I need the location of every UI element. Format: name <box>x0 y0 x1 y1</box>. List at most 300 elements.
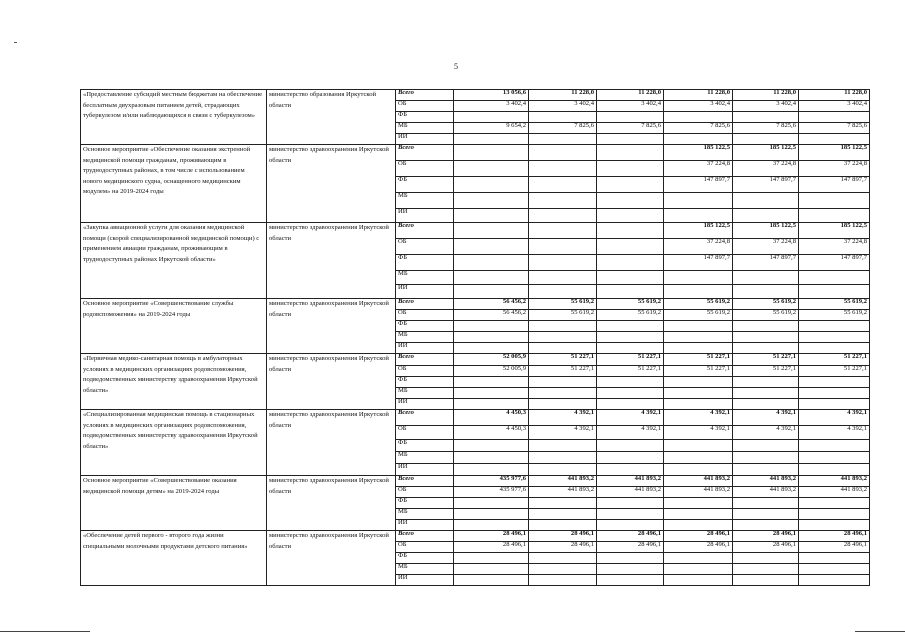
amount-cell <box>733 399 799 410</box>
funding-source: ИИ <box>396 575 454 586</box>
amount-cell: 11 228,0 <box>664 90 733 101</box>
amount-cell <box>664 553 733 564</box>
amount-cell: 185 122,5 <box>733 145 799 161</box>
amount-cell: 37 224,8 <box>733 161 799 177</box>
amount-cell <box>597 553 664 564</box>
amount-cell <box>529 134 597 145</box>
amount-cell <box>529 239 597 255</box>
amount-cell <box>799 285 870 299</box>
funding-source: ФБ <box>396 112 454 123</box>
amount-cell: 28 496,1 <box>454 542 529 553</box>
amount-cell <box>733 440 799 452</box>
funding-source: Всего <box>396 299 454 310</box>
amount-cell <box>454 509 529 520</box>
amount-cell: 37 224,8 <box>799 161 870 177</box>
amount-cell <box>799 520 870 531</box>
amount-cell <box>597 388 664 399</box>
amount-cell <box>454 575 529 586</box>
amount-cell: 55 619,2 <box>664 299 733 310</box>
amount-cell <box>529 498 597 509</box>
amount-cell <box>597 161 664 177</box>
amount-cell: 441 893,2 <box>529 487 597 498</box>
amount-cell: 185 122,5 <box>799 145 870 161</box>
funding-source: ОБ <box>396 366 454 377</box>
amount-cell: 4 392,1 <box>733 410 799 426</box>
amount-cell <box>529 112 597 123</box>
amount-cell <box>597 134 664 145</box>
amount-cell <box>664 440 733 452</box>
amount-cell <box>529 553 597 564</box>
amount-cell: 51 227,1 <box>529 354 597 366</box>
amount-cell: 4 392,1 <box>597 426 664 440</box>
amount-cell <box>597 321 664 332</box>
bottom-edge-line <box>0 631 90 632</box>
amount-cell: 55 619,2 <box>733 310 799 321</box>
amount-cell <box>799 343 870 354</box>
amount-cell <box>799 440 870 452</box>
amount-cell <box>454 377 529 388</box>
amount-cell <box>597 520 664 531</box>
amount-cell <box>529 452 597 464</box>
amount-cell: 185 122,5 <box>664 145 733 161</box>
table-row <box>81 476 870 487</box>
page-number: 5 <box>454 62 458 71</box>
amount-cell <box>597 399 664 410</box>
amount-cell <box>597 440 664 452</box>
amount-cell: 55 619,2 <box>597 299 664 310</box>
amount-cell: 28 496,1 <box>597 542 664 553</box>
amount-cell <box>529 193 597 209</box>
amount-cell: 51 227,1 <box>529 366 597 377</box>
amount-cell: 3 402,4 <box>664 101 733 112</box>
amount-cell: 55 619,2 <box>529 299 597 310</box>
funding-source: ИИ <box>396 285 454 299</box>
amount-cell: 4 392,1 <box>529 410 597 426</box>
amount-cell <box>529 285 597 299</box>
amount-cell: 3 402,4 <box>733 101 799 112</box>
table-body <box>81 90 870 586</box>
amount-cell <box>597 332 664 343</box>
amount-cell <box>597 177 664 193</box>
amount-cell <box>454 145 529 161</box>
funding-source: ИИ <box>396 343 454 354</box>
amount-cell <box>454 464 529 476</box>
amount-cell: 3 402,4 <box>529 101 597 112</box>
amount-cell: 51 227,1 <box>799 354 870 366</box>
amount-cell <box>733 520 799 531</box>
measure-name: Основное мероприятие «Совершенствование службы родовспоможения» на 2019-2024 годы <box>81 299 267 354</box>
amount-cell <box>733 464 799 476</box>
amount-cell <box>664 388 733 399</box>
table-row <box>81 145 870 161</box>
amount-cell: 55 619,2 <box>664 310 733 321</box>
funding-source: ОБ <box>396 161 454 177</box>
amount-cell: 9 654,2 <box>454 123 529 134</box>
amount-cell: 185 122,5 <box>733 223 799 239</box>
amount-cell: 56 456,2 <box>454 299 529 310</box>
amount-cell: 37 224,8 <box>664 239 733 255</box>
amount-cell <box>733 134 799 145</box>
amount-cell <box>454 343 529 354</box>
responsible-executor: министерство здравоохранения Иркутской области <box>267 354 396 410</box>
amount-cell <box>733 377 799 388</box>
amount-cell: 441 893,2 <box>799 476 870 487</box>
amount-cell: 7 825,6 <box>733 123 799 134</box>
amount-cell: 51 227,1 <box>733 354 799 366</box>
amount-cell <box>664 498 733 509</box>
amount-cell <box>664 271 733 285</box>
measure-name: «Обеспечение детей первого - второго года жизни специальными молочными продуктами детского питания» <box>81 531 267 586</box>
funding-source: ИИ <box>396 520 454 531</box>
amount-cell <box>529 209 597 223</box>
amount-cell: 51 227,1 <box>664 366 733 377</box>
amount-cell: 37 224,8 <box>733 239 799 255</box>
funding-source: Всего <box>396 476 454 487</box>
budget-table <box>80 89 870 586</box>
amount-cell <box>597 271 664 285</box>
amount-cell: 11 228,0 <box>597 90 664 101</box>
measure-name: Основное мероприятие «Совершенствование оказания медицинской помощи детям» на 2019-2024 годы <box>81 476 267 531</box>
amount-cell <box>799 564 870 575</box>
amount-cell <box>733 388 799 399</box>
amount-cell <box>597 452 664 464</box>
amount-cell <box>454 332 529 343</box>
amount-cell <box>454 161 529 177</box>
amount-cell <box>733 285 799 299</box>
amount-cell: 441 893,2 <box>597 487 664 498</box>
amount-cell <box>799 112 870 123</box>
amount-cell <box>664 509 733 520</box>
amount-cell: 28 496,1 <box>454 531 529 542</box>
funding-source: ОБ <box>396 101 454 112</box>
funding-source: МБ <box>396 271 454 285</box>
amount-cell <box>529 464 597 476</box>
amount-cell <box>733 332 799 343</box>
amount-cell <box>597 239 664 255</box>
table-row <box>81 354 870 366</box>
amount-cell <box>454 553 529 564</box>
amount-cell: 4 392,1 <box>733 426 799 440</box>
amount-cell <box>529 575 597 586</box>
amount-cell <box>597 575 664 586</box>
responsible-executor: министерство здравоохранения Иркутской области <box>267 410 396 476</box>
funding-source: МБ <box>396 193 454 209</box>
amount-cell: 55 619,2 <box>799 299 870 310</box>
amount-cell <box>454 452 529 464</box>
amount-cell <box>799 464 870 476</box>
funding-source: ИИ <box>396 464 454 476</box>
amount-cell <box>799 388 870 399</box>
funding-source: ФБ <box>396 377 454 388</box>
amount-cell <box>597 255 664 271</box>
amount-cell: 147 897,7 <box>799 255 870 271</box>
amount-cell <box>529 509 597 520</box>
amount-cell <box>733 509 799 520</box>
amount-cell <box>733 452 799 464</box>
amount-cell <box>664 193 733 209</box>
funding-source: ИИ <box>396 399 454 410</box>
funding-source: МБ <box>396 123 454 134</box>
amount-cell <box>597 285 664 299</box>
amount-cell: 28 496,1 <box>799 542 870 553</box>
funding-source: ИИ <box>396 134 454 145</box>
amount-cell: 147 897,7 <box>733 255 799 271</box>
amount-cell <box>733 321 799 332</box>
amount-cell <box>454 564 529 575</box>
measure-name: Основное мероприятие «Обеспечение оказания экстренной медицинской помощи гражданам, проживающим в труднодоступных районах, в том числе с использованием нового медицинского судна, оснащенного медицинским модулем» на 2019-2024 годы <box>81 145 267 223</box>
amount-cell: 3 402,4 <box>454 101 529 112</box>
amount-cell <box>733 575 799 586</box>
amount-cell <box>597 377 664 388</box>
measure-name: «Первичная медико-санитарная помощь в амбулаторных условиях в медицинских организациях родовспоможения, подведомственных министерству здравоохранения Иркутской области» <box>81 354 267 410</box>
responsible-executor: министерство образования Иркутской области <box>267 90 396 145</box>
table-row <box>81 410 870 426</box>
amount-cell <box>664 332 733 343</box>
amount-cell <box>733 564 799 575</box>
amount-cell: 435 977,6 <box>454 487 529 498</box>
amount-cell <box>597 509 664 520</box>
amount-cell: 13 056,6 <box>454 90 529 101</box>
amount-cell <box>597 145 664 161</box>
amount-cell <box>529 440 597 452</box>
amount-cell <box>454 223 529 239</box>
amount-cell <box>454 388 529 399</box>
amount-cell: 28 496,1 <box>733 542 799 553</box>
amount-cell: 28 496,1 <box>664 531 733 542</box>
amount-cell <box>454 239 529 255</box>
responsible-executor: министерство здравоохранения Иркутской области <box>267 531 396 586</box>
amount-cell <box>733 193 799 209</box>
amount-cell: 4 450,3 <box>454 426 529 440</box>
funding-source: МБ <box>396 332 454 343</box>
measure-name: «Закупка авиационной услуги для оказания медицинской помощи (скорой специализированной медицинской помощи) с применением авиации гражданам, проживающим в труднодоступных районах Иркутской области» <box>81 223 267 299</box>
amount-cell <box>454 399 529 410</box>
funding-source: МБ <box>396 452 454 464</box>
amount-cell <box>529 377 597 388</box>
amount-cell <box>799 575 870 586</box>
amount-cell <box>529 161 597 177</box>
table-row <box>81 90 870 101</box>
amount-cell: 11 228,0 <box>799 90 870 101</box>
amount-cell <box>454 520 529 531</box>
amount-cell <box>799 452 870 464</box>
funding-source: ФБ <box>396 321 454 332</box>
amount-cell: 441 893,2 <box>733 476 799 487</box>
measure-name: «Специализированная медицинская помощь в стационарных условиях в медицинских организациях родовспоможения, подведомственных министерству здравоохранения Иркутской области» <box>81 410 267 476</box>
funding-source: Всего <box>396 531 454 542</box>
amount-cell <box>733 209 799 223</box>
amount-cell <box>799 209 870 223</box>
amount-cell <box>664 452 733 464</box>
table-row <box>81 531 870 542</box>
amount-cell <box>529 177 597 193</box>
amount-cell: 7 825,6 <box>664 123 733 134</box>
amount-cell <box>664 520 733 531</box>
amount-cell: 7 825,6 <box>529 123 597 134</box>
amount-cell: 55 619,2 <box>799 310 870 321</box>
amount-cell <box>733 271 799 285</box>
funding-source: Всего <box>396 223 454 239</box>
amount-cell: 55 619,2 <box>529 310 597 321</box>
amount-cell <box>454 271 529 285</box>
amount-cell <box>454 193 529 209</box>
amount-cell: 55 619,2 <box>733 299 799 310</box>
amount-cell <box>597 498 664 509</box>
bottom-edge-line-right <box>855 631 905 632</box>
amount-cell: 28 496,1 <box>597 531 664 542</box>
amount-cell <box>529 520 597 531</box>
amount-cell <box>799 134 870 145</box>
amount-cell <box>529 255 597 271</box>
table-row <box>81 299 870 310</box>
amount-cell <box>664 575 733 586</box>
table-row <box>81 223 870 239</box>
amount-cell: 147 897,7 <box>799 177 870 193</box>
amount-cell: 441 893,2 <box>664 487 733 498</box>
amount-cell <box>664 209 733 223</box>
amount-cell <box>733 343 799 354</box>
amount-cell <box>529 564 597 575</box>
amount-cell <box>799 399 870 410</box>
amount-cell: 185 122,5 <box>664 223 733 239</box>
amount-cell <box>597 223 664 239</box>
funding-source: ФБ <box>396 553 454 564</box>
amount-cell: 147 897,7 <box>664 177 733 193</box>
amount-cell <box>799 332 870 343</box>
amount-cell: 51 227,1 <box>733 366 799 377</box>
scan-speck <box>14 42 17 43</box>
funding-source: ФБ <box>396 177 454 193</box>
amount-cell <box>664 112 733 123</box>
amount-cell <box>733 112 799 123</box>
amount-cell <box>597 464 664 476</box>
amount-cell <box>529 271 597 285</box>
amount-cell: 4 392,1 <box>799 426 870 440</box>
amount-cell: 37 224,8 <box>799 239 870 255</box>
amount-cell <box>454 209 529 223</box>
amount-cell: 11 228,0 <box>733 90 799 101</box>
amount-cell: 3 402,4 <box>597 101 664 112</box>
amount-cell <box>664 343 733 354</box>
amount-cell <box>529 145 597 161</box>
amount-cell <box>454 177 529 193</box>
amount-cell <box>799 498 870 509</box>
amount-cell <box>529 343 597 354</box>
amount-cell <box>597 193 664 209</box>
responsible-executor: министерство здравоохранения Иркутской области <box>267 299 396 354</box>
amount-cell: 37 224,8 <box>664 161 733 177</box>
amount-cell <box>529 321 597 332</box>
funding-source: ФБ <box>396 440 454 452</box>
amount-cell <box>664 564 733 575</box>
amount-cell: 51 227,1 <box>664 354 733 366</box>
amount-cell: 185 122,5 <box>799 223 870 239</box>
amount-cell: 4 450,3 <box>454 410 529 426</box>
amount-cell <box>454 498 529 509</box>
funding-source: МБ <box>396 509 454 520</box>
amount-cell <box>454 285 529 299</box>
funding-source: ОБ <box>396 310 454 321</box>
amount-cell: 28 496,1 <box>529 542 597 553</box>
amount-cell: 28 496,1 <box>733 531 799 542</box>
funding-source: ФБ <box>396 255 454 271</box>
amount-cell: 441 893,2 <box>733 487 799 498</box>
amount-cell: 435 977,6 <box>454 476 529 487</box>
amount-cell: 3 402,4 <box>799 101 870 112</box>
amount-cell <box>799 321 870 332</box>
amount-cell: 51 227,1 <box>799 366 870 377</box>
amount-cell <box>454 440 529 452</box>
amount-cell <box>664 464 733 476</box>
funding-source: ИИ <box>396 209 454 223</box>
amount-cell <box>799 193 870 209</box>
amount-cell: 7 825,6 <box>597 123 664 134</box>
funding-source: МБ <box>396 564 454 575</box>
amount-cell <box>454 255 529 271</box>
amount-cell <box>597 343 664 354</box>
amount-cell <box>454 134 529 145</box>
responsible-executor: министерство здравоохранения Иркутской области <box>267 223 396 299</box>
funding-source: ОБ <box>396 542 454 553</box>
amount-cell: 441 893,2 <box>664 476 733 487</box>
amount-cell: 4 392,1 <box>799 410 870 426</box>
amount-cell: 4 392,1 <box>597 410 664 426</box>
amount-cell <box>597 564 664 575</box>
amount-cell: 4 392,1 <box>664 410 733 426</box>
amount-cell: 55 619,2 <box>597 310 664 321</box>
amount-cell: 441 893,2 <box>799 487 870 498</box>
amount-cell: 52 005,9 <box>454 354 529 366</box>
amount-cell: 56 456,2 <box>454 310 529 321</box>
funding-source: ФБ <box>396 498 454 509</box>
responsible-executor: министерство здравоохранения Иркутской области <box>267 145 396 223</box>
amount-cell <box>597 209 664 223</box>
amount-cell: 4 392,1 <box>529 426 597 440</box>
amount-cell <box>799 377 870 388</box>
amount-cell: 28 496,1 <box>664 542 733 553</box>
measure-name: «Предоставление субсидий местным бюджетам на обеспечение бесплатным двухразовым питанием детей, страдающих туберкулезом и/или наблюдающихся в связи с туберкулезом» <box>81 90 267 145</box>
amount-cell: 28 496,1 <box>799 531 870 542</box>
amount-cell: 4 392,1 <box>664 426 733 440</box>
responsible-executor: министерство здравоохранения Иркутской области <box>267 476 396 531</box>
funding-source: ОБ <box>396 239 454 255</box>
amount-cell <box>454 112 529 123</box>
amount-cell <box>733 498 799 509</box>
amount-cell: 51 227,1 <box>597 366 664 377</box>
amount-cell: 147 897,7 <box>733 177 799 193</box>
amount-cell: 441 893,2 <box>529 476 597 487</box>
amount-cell <box>664 134 733 145</box>
funding-source: МБ <box>396 388 454 399</box>
amount-cell: 11 228,0 <box>529 90 597 101</box>
amount-cell <box>799 509 870 520</box>
amount-cell <box>597 112 664 123</box>
amount-cell <box>529 223 597 239</box>
amount-cell <box>664 399 733 410</box>
funding-source: Всего <box>396 145 454 161</box>
amount-cell <box>664 321 733 332</box>
funding-source: Всего <box>396 354 454 366</box>
funding-source: ОБ <box>396 426 454 440</box>
amount-cell: 51 227,1 <box>597 354 664 366</box>
funding-source: Всего <box>396 90 454 101</box>
amount-cell: 147 897,7 <box>664 255 733 271</box>
amount-cell: 52 005,9 <box>454 366 529 377</box>
amount-cell <box>799 553 870 564</box>
amount-cell <box>799 271 870 285</box>
amount-cell <box>454 321 529 332</box>
amount-cell <box>664 285 733 299</box>
